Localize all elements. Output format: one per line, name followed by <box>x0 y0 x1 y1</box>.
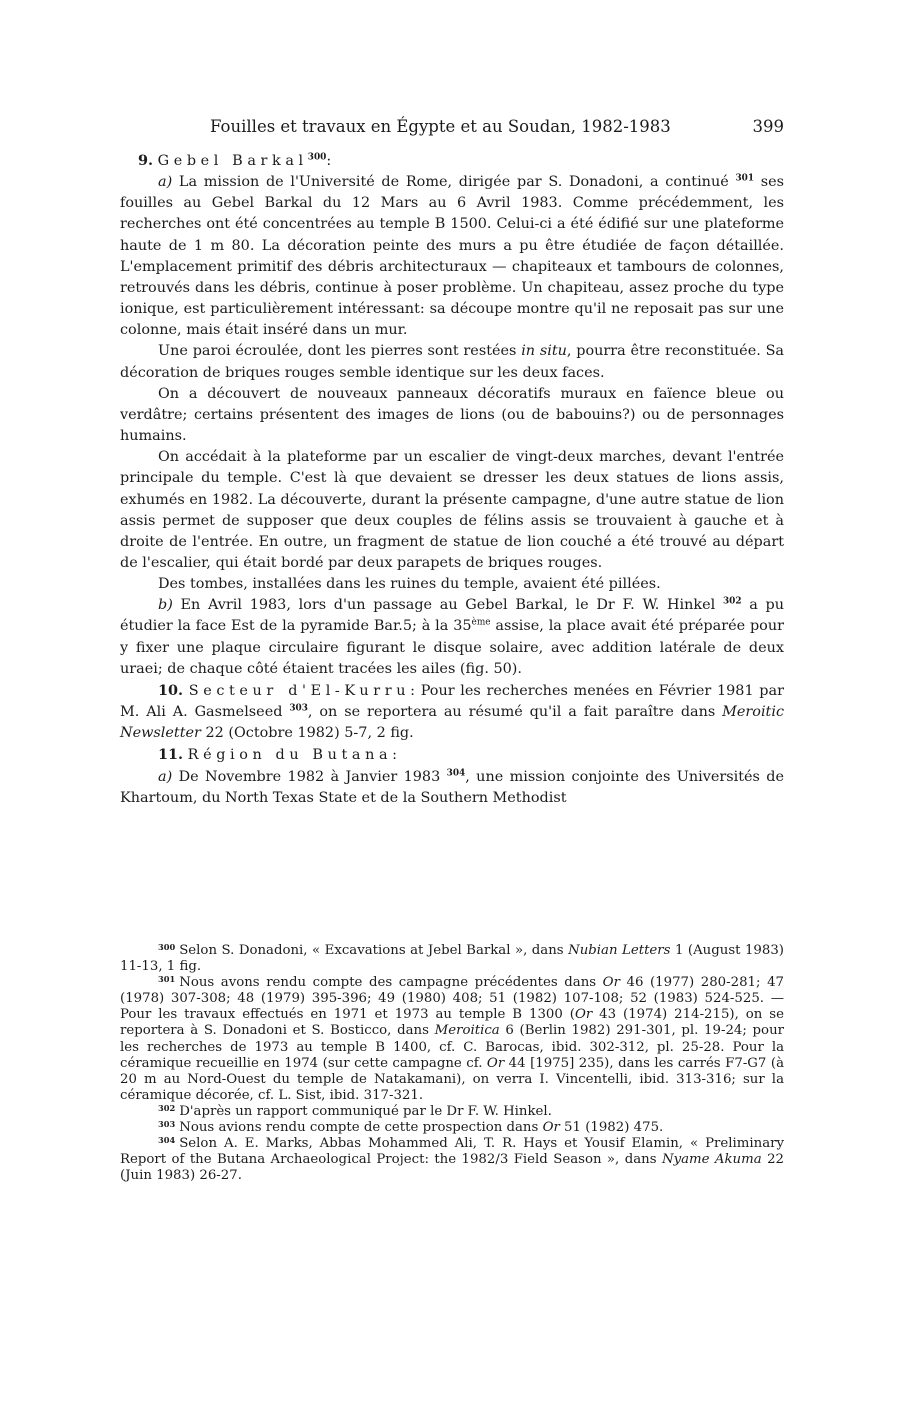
item-label: a) <box>158 768 173 785</box>
main-text <box>120 150 784 809</box>
paragraph: On a découvert de nouveaux panneaux décoratifs muraux en faïence bleue ou verdâtre; certains présentent des images de lions (ou de babouins?) ou de personnages humains. <box>120 385 784 445</box>
footnote-number: 304 <box>158 1135 176 1146</box>
section-number: 11. <box>158 746 184 764</box>
section-10-paragraph: 10. Secteur d'El-Kurru: Pour les recherches menées en Février 1981 par M. Ali A. Gasmelseed $^{303}$, on se reportera au résumé qu'il a fait paraître dans Meroitic Newsletter 22 (Octobre 1982) 5-7, 2 fig. <box>120 681 784 742</box>
footnote-304: $^{304}$ Selon A. E. Marks, Abbas Mohammed Ali, T. R. Hays et Yousif Elamin, « Preliminary Report of the Butana Archaeological Project: the 1982/3 Field Season », dans Nyame Akuma 22 (Juin 1983) 26-27. <box>120 1135 784 1184</box>
paragraph: Une paroi écroulée, dont les pierres sont restées in situ, pourra être reconstituée. Sa décoration de briques rouges semble identique sur les deux faces. <box>120 343 785 381</box>
footnote-ref-302[interactable]: 302 <box>722 596 742 607</box>
footnote-303: $^{303}$ Nous avions rendu compte de cette prospection dans Or 51 (1982) 475. <box>158 1118 664 1136</box>
footnote-ref-301[interactable]: 301 <box>735 173 755 184</box>
italic-title: Meroitic Newsletter <box>120 704 784 742</box>
ordinal-suffix: ème <box>471 618 491 629</box>
section-title: Secteur d'El-Kurru <box>188 682 411 699</box>
footnote-number: 303 <box>158 1118 176 1129</box>
paragraph: On accédait à la plateforme par un escalier de vingt-deux marches, devant l'entrée principale du temple. C'est là que devaient se dresser les deux statues de lions assis, exhumés en 1982. La découverte, durant la présente campagne, d'une autre statue de lion assis permet de supposer que deux couples de félins assis se trouvaient à gauche et à droite de l'entrée. En outre, un fragment de statue de lion couché a été trouvé au départ de l'escalier, qui était bordé par deux parapets de briques rouges. <box>120 449 784 571</box>
footnote-number: 302 <box>158 1102 176 1113</box>
footnote-300: $^{300}$ Selon S. Donadoni, « Excavations at Jebel Barkal », dans Nubian Letters 1 (August 1983) 11-13, 1 fig. <box>120 941 784 975</box>
paragraph: a) La mission de l'Université de Rome, dirigée par S. Donadoni, a continué $^{301}$ ses fouilles au Gebel Barkal du 12 Mars au 6 Avril 1983. Comme précédemment, les recherches ont été concentrées au temple B 1500. Celui-ci a été édifié sur une plateforme haute de 1 m 80. La décoration peinte des murs a pu être étudiée de façon détaillée. L'emplacement primitif des débris architecturaux — chapiteaux et tambours de colonnes, retrouvés dans les débris, continue à poser problème. Un chapiteau, assez proche du type ionique, est particulièrement intéressant: sa découpe montre qu'il ne reposait pas sur une colonne, mais était inséré dans un mur. <box>120 173 785 339</box>
footnote-ref-303[interactable]: 303 <box>289 703 308 714</box>
footnote-302: $^{302}$ D'après un rapport communiqué par le Dr F. W. Hinkel. <box>158 1102 552 1119</box>
item-label: a) <box>158 174 173 191</box>
paragraph: b) En Avril 1983, lors d'un passage au Gebel Barkal, le Dr F. W. Hinkel $^{302}$ a pu étudier la face Est de la pyramide Bar.5; à la 35ème assise, la place avait été préparée pour y fixer une plaque circulaire figurant le disque solaire, avec addition latérale de deux uraei; de chaque côté étaient tracées les ailes (fig. 50). <box>120 596 784 677</box>
paragraph: Des tombes, installées dans les ruines du temple, avaient été pillées. <box>158 576 661 593</box>
section-11-heading: 11. Région du Butana: <box>158 746 397 764</box>
footnote-301: $^{301}$ Nous avons rendu compte des campagne précédentes dans Or 46 (1977) 280-281; 47 (1978) 307-308; 48 (1979) 395-396; 49 (1980) 408; 51 (1982) 107-108; 52 (1983) 524-525. — Pour les travaux effectués en 1971 et 1973 au temple B 1300 (Or 43 (1974) 214-215), on se reportera à S. Donadoni et S. Bosticco, dans Meroitica 6 (Berlin 1982) 291-301, pl. 19-24; pour les recherches de 1973 au temple B 1400, cf. C. Barocas, ibid. 302-312, pl. 25-28. Pour la céramique recueillie en 1974 (sur cette campagne cf. Or 44 [1975] 235), dans les carrés F7-G7 (à 20 m au Nord-Ouest du temple de Natakamani), on verra I. Vincentelli, ibid. 313-316; sur la céramique décorée, cf. L. Sist, ibid. 317-321. <box>120 974 784 1103</box>
footnote-ref-300[interactable]: 300 <box>307 152 327 163</box>
section-number: 9. <box>138 152 154 169</box>
section-title: Gebel Barkal <box>157 153 308 169</box>
paragraph: a) De Novembre 1982 à Janvier 1983 $^{304}$, une mission conjointe des Universités de Khartoum, du North Texas State et de la Southern Methodist <box>120 768 785 806</box>
section-number: 10. <box>158 681 184 699</box>
page-number: 399 <box>752 117 784 136</box>
running-title: Fouilles et travaux en Égypte et au Soudan, 1982-1983 <box>210 117 671 136</box>
section-title: Région du Butana <box>187 747 393 764</box>
italic-term: in situ <box>521 343 567 360</box>
footnote-ref-304[interactable]: 304 <box>446 768 466 779</box>
footnote-number: 300 <box>158 941 176 952</box>
footnotes <box>120 943 784 1184</box>
item-label: b) <box>158 597 173 614</box>
section-9-heading: 9. Gebel Barkal$^{300}$: <box>138 152 332 169</box>
footnote-number: 301 <box>158 974 176 985</box>
